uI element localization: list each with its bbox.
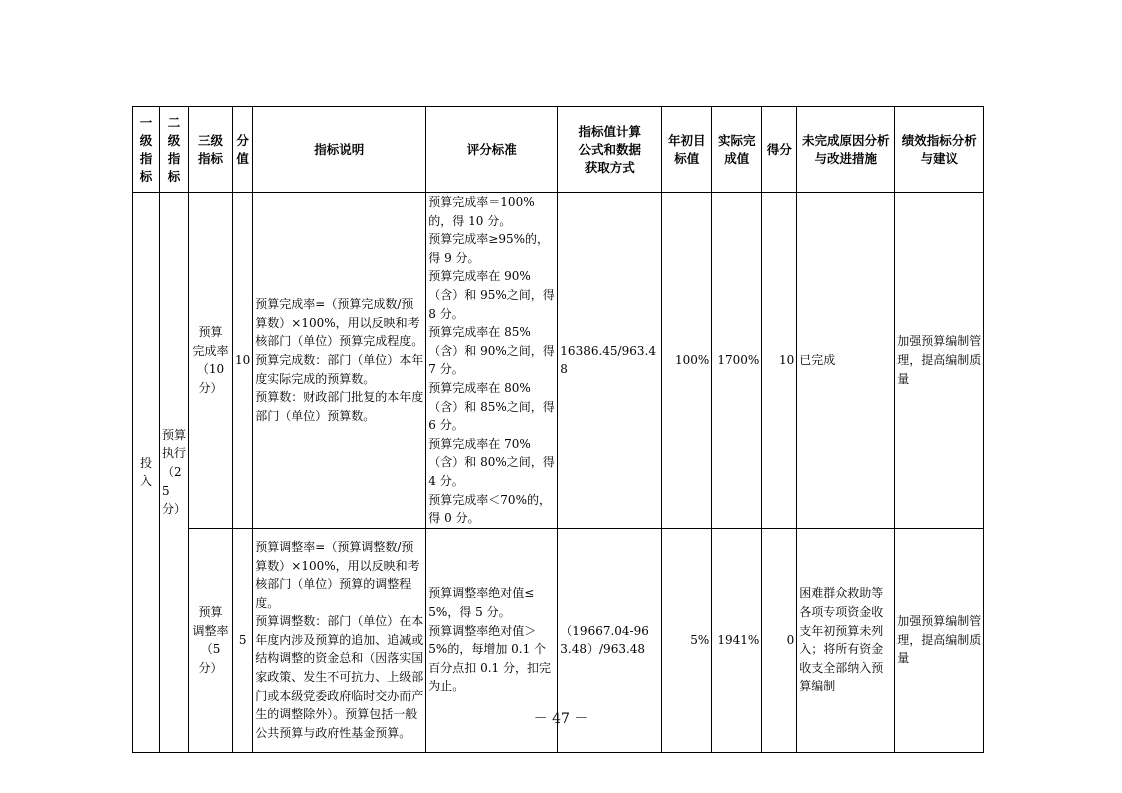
suggestions-cell: 加强预算编制管理，提高编制质量 bbox=[895, 193, 984, 529]
header-level1: 一 级 指 标 bbox=[133, 107, 160, 193]
page-number: － 47 － bbox=[533, 711, 589, 727]
reason-analysis-cell: 困难群众救助等各项专项资金收支年初预算未列入；将所有资金收支全部纳入预算编制 bbox=[797, 528, 895, 752]
actual-value-cell: 1941% bbox=[712, 528, 762, 752]
initial-target-cell: 5% bbox=[662, 528, 712, 752]
header-calc-formula: 指标值计算 公式和数据 获取方式 bbox=[558, 107, 662, 193]
header-initial-target: 年初目 标值 bbox=[662, 107, 712, 193]
scoring-criteria-cell: 预算调整率绝对值≤5%，得 5 分。 预算调整率绝对值＞5%的，每增加 0.1 个百分点扣 0.1 分，扣完为止。 bbox=[426, 528, 558, 752]
header-level3: 三级 指标 bbox=[189, 107, 233, 193]
level3-cell: 预算 完成率 （10 分） bbox=[189, 193, 233, 529]
calc-formula-cell: 16386.45/963.48 bbox=[558, 193, 662, 529]
header-level2: 二 级 指 标 bbox=[160, 107, 189, 193]
table-row bbox=[133, 193, 984, 529]
initial-target-cell: 100% bbox=[662, 193, 712, 529]
level2-cell: 预算 执行 （25 分） bbox=[160, 193, 189, 753]
header-suggestions: 绩效指标分析 与建议 bbox=[895, 107, 984, 193]
level1-cell: 投 入 bbox=[133, 193, 160, 753]
reason-analysis-cell: 已完成 bbox=[797, 193, 895, 529]
score-weight-cell: 5 bbox=[233, 528, 253, 752]
header-score: 得分 bbox=[762, 107, 797, 193]
actual-value-cell: 1700% bbox=[712, 193, 762, 529]
score-weight-cell: 10 bbox=[233, 193, 253, 529]
scoring-criteria-cell: 预算完成率＝100%的，得 10 分。 预算完成率≥95%的，得 9 分。 预算完成率在 90%（含）和 95%之间，得 8 分。 预算完成率在 85%（含）和 90%之间，得 7 分。 预算完成率在 80%（含）和 85%之间，得 6 分。 预算完成率在 70%（含）和 80%之间，得 4 分。 预算完成率＜70%的，得 0 分。 bbox=[426, 193, 558, 529]
header-scoring-criteria: 评分标准 bbox=[426, 107, 558, 193]
performance-table bbox=[132, 106, 984, 753]
level3-cell: 预算 调整率 （5 分） bbox=[189, 528, 233, 752]
header-row bbox=[133, 107, 984, 193]
suggestions-cell: 加强预算编制管理，提高编制质量 bbox=[895, 528, 984, 752]
header-actual-value: 实际完 成值 bbox=[712, 107, 762, 193]
indicator-desc-cell: 预算完成率=（预算完成数/预算数）×100%，用以反映和考核部门（单位）预算完成程度。 预算完成数：部门（单位）本年度实际完成的预算数。 预算数：财政部门批复的本年度部门（单位）预算数。 bbox=[253, 193, 426, 529]
header-indicator-desc: 指标说明 bbox=[253, 107, 426, 193]
header-score-weight: 分 值 bbox=[233, 107, 253, 193]
header-reason-analysis: 未完成原因分析 与改进措施 bbox=[797, 107, 895, 193]
score-cell: 0 bbox=[762, 528, 797, 752]
score-cell: 10 bbox=[762, 193, 797, 529]
calc-formula-cell: （19667.04-963.48）/963.48 bbox=[558, 528, 662, 752]
indicator-desc-cell: 预算调整率=（预算调整数/预算数）×100%，用以反映和考核部门（单位）预算的调整程度。 预算调整数：部门（单位）在本年度内涉及预算的追加、追减或结构调整的资金总和（因落实国家政策、发生不可抗力、上级部门或本级党委政府临时交办而产生的调整除外）。预算包括一般公共预算与政府性基金预算。 bbox=[253, 528, 426, 752]
